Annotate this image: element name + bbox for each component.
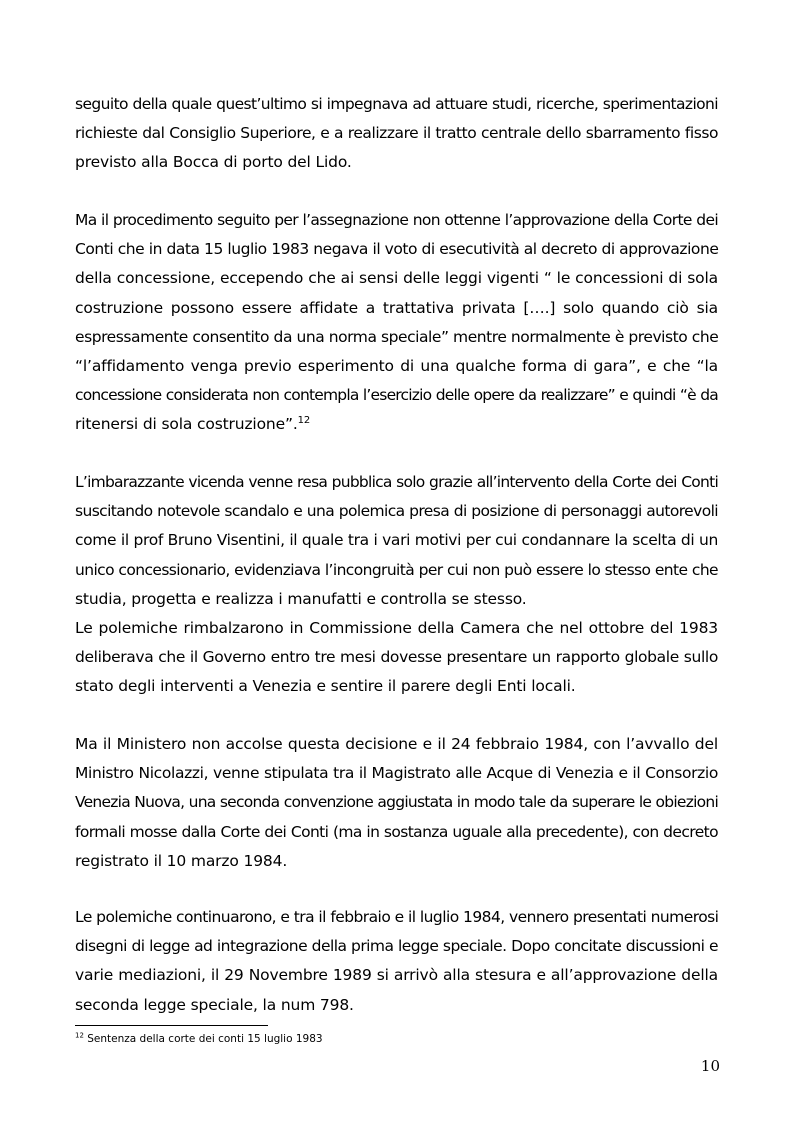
footnote-number: 12 — [75, 1031, 84, 1040]
paragraph — [75, 903, 718, 1020]
page-number: 10 — [700, 1057, 720, 1075]
text-line: concessione considerata non contempla l’esercizio delle opere da realizzare” e quindi “è da — [75, 386, 718, 405]
footnote-text: Sentenza della corte dei conti 15 luglio 1983 — [87, 1033, 323, 1045]
paragraph — [75, 730, 718, 876]
paragraph — [75, 206, 718, 440]
text-line: unico concessionario, evidenziava l’incongruità per cui non può essere lo stesso ente che — [75, 560, 718, 579]
footnote-reference[interactable]: 12 — [297, 415, 311, 427]
text-line: seguito della quale quest’ultimo si impegnava ad attuare studi, ricerche, sperimentazioni — [75, 95, 718, 113]
text-line: ritenersi di sola costruzione”. — [75, 415, 298, 434]
text-line: L’imbarazzante vicenda venne resa pubblica solo grazie all’intervento della Corte dei Conti — [75, 473, 718, 491]
text-line: stato degli interventi a Venezia e sentire il parere degli Enti locali. — [75, 677, 576, 696]
text-line: registrato il 10 marzo 1984. — [75, 851, 288, 870]
text-line: formali mosse dalla Corte dei Conti (ma in sostanza uguale alla precedente), con decreto — [75, 822, 718, 841]
text-line: Ma il Ministero non accolse questa decisione e il 24 febbraio 1984, con l’avvallo del — [75, 735, 718, 753]
text-line: Venezia Nuova, una seconda convenzione aggiustata in modo tale da superare le obiezioni — [75, 793, 718, 812]
text-line: come il prof Bruno Visentini, il quale tra i vari motivi per cui condannare la scelta di un — [75, 531, 718, 550]
text-line: studia, progetta e realizza i manufatti e controlla se stesso. — [75, 589, 527, 608]
text-line: espressamente consentito da una norma speciale” mentre normalmente è previsto che — [75, 327, 719, 346]
text-line: Ma il procedimento seguito per l’assegnazione non ottenne l’approvazione della Corte dei — [75, 211, 718, 229]
text-line: Ministro Nicolazzi, venne stipulata tra il Magistrato alle Acque di Venezia e il Consorzio — [75, 764, 718, 783]
text-line: Le polemiche rimbalzarono in Commissione della Camera che nel ottobre del 1983 — [75, 619, 718, 637]
paragraph — [75, 90, 718, 178]
text-line: suscitando notevole scandalo e una polemica presa di posizione di personaggi autorevoli — [75, 502, 718, 521]
paragraph — [75, 614, 718, 702]
text-line: della concessione, eccependo che ai sensi delle leggi vigenti “ le concessioni di sola — [75, 269, 718, 288]
text-line: Le polemiche continuarono, e tra il febbraio e il luglio 1984, vennero presentati numerosi — [75, 908, 719, 926]
text-line: varie mediazioni, il 29 Novembre 1989 si arrivò alla stesura e all’approvazione della — [75, 966, 718, 985]
text-line: costruzione possono essere affidate a trattativa privata [….] solo quando ciò sia — [75, 298, 718, 317]
paragraph — [75, 468, 718, 614]
text-line: richieste dal Consiglio Superiore, e a realizzare il tratto centrale dello sbarramento fisso — [75, 124, 718, 143]
text-line: “l’affidamento venga previo esperimento di una qualche forma di gara”, e che “la — [75, 357, 718, 376]
text-line: Conti che in data 15 luglio 1983 negava il voto di esecutività al decreto di approvazione — [75, 240, 719, 259]
text-line: deliberava che il Governo entro tre mesi dovesse presentare un rapporto globale sullo — [75, 648, 718, 667]
footnote — [75, 1033, 323, 1045]
text-line: disegni di legge ad integrazione della prima legge speciale. Dopo concitate discussioni e — [75, 937, 718, 956]
text-line: seconda legge speciale, la num 798. — [75, 995, 354, 1014]
text-line: previsto alla Bocca di porto del Lido. — [75, 153, 352, 172]
footnote-separator — [75, 1025, 268, 1026]
text-line-with-footnote-ref — [75, 410, 718, 439]
